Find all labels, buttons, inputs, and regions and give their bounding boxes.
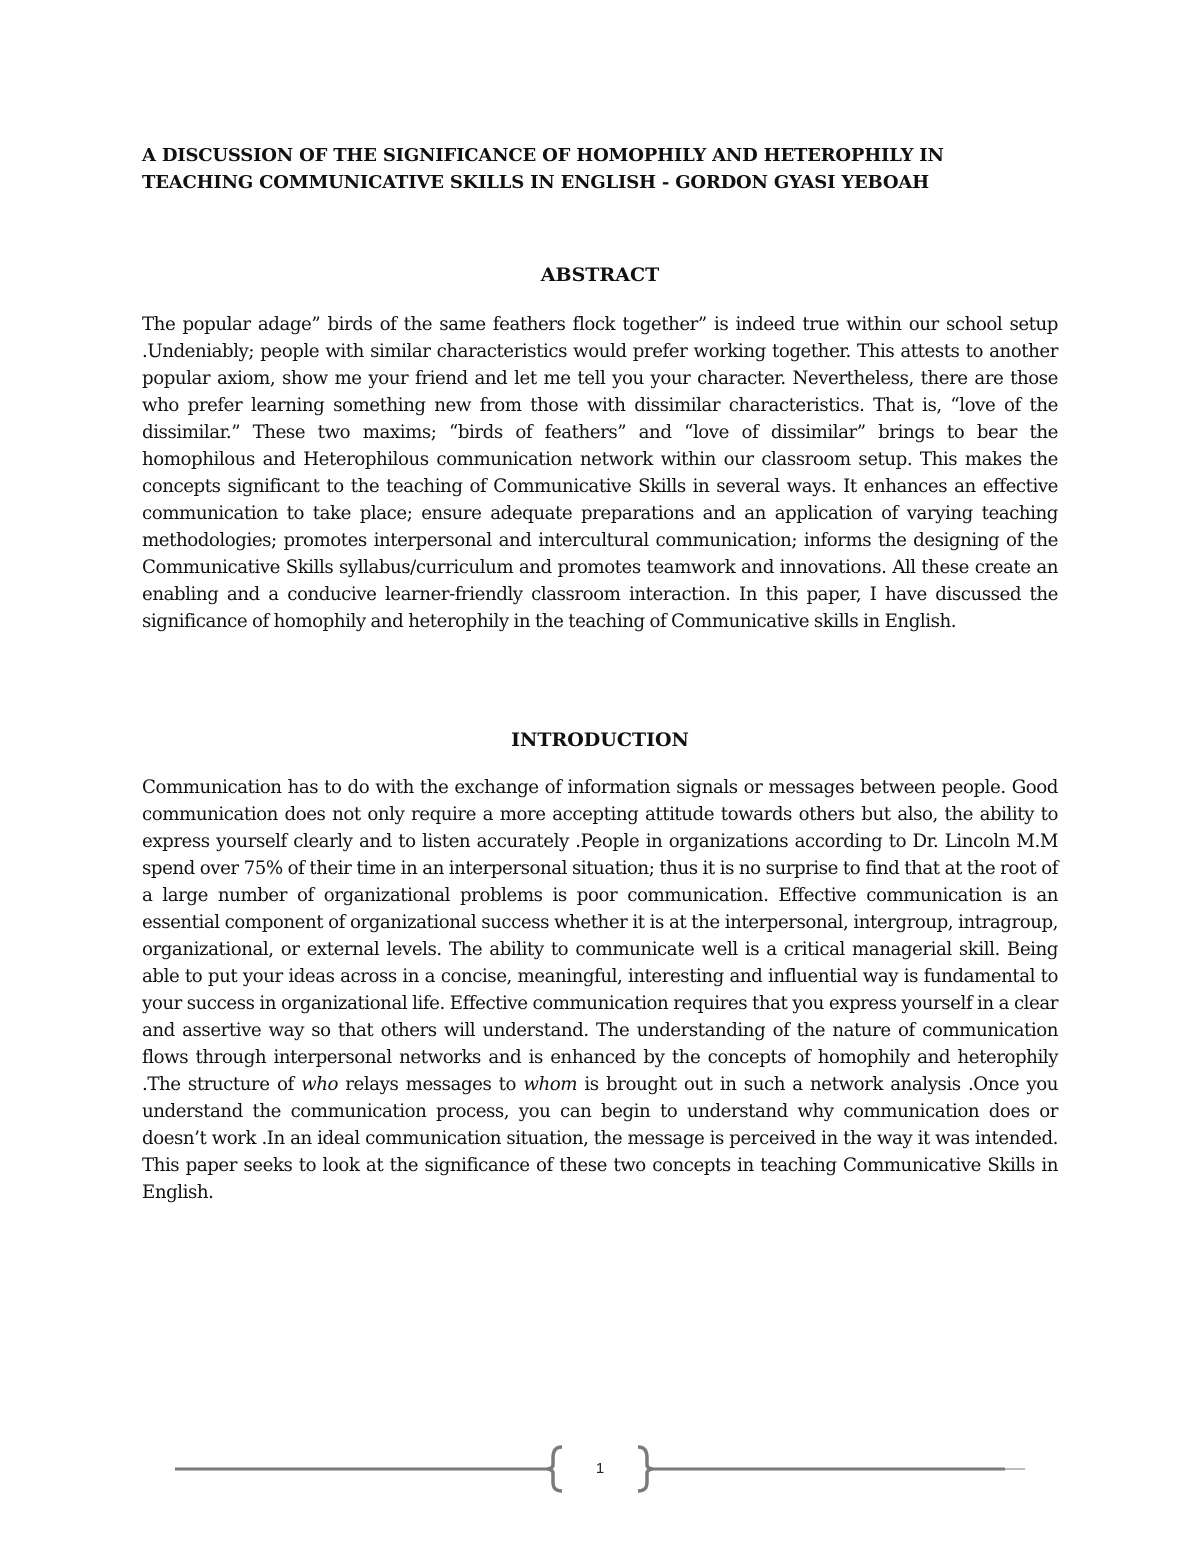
page-number: 1 [595, 1460, 605, 1477]
intro-text-part-2: relays messages to [337, 1074, 524, 1095]
paper-title [142, 142, 1062, 196]
paper-title-line-2: TEACHING COMMUNICATIVE SKILLS IN ENGLISH - GORDON GYASI YEBOAH [142, 172, 929, 193]
intro-text-part-3: is brought out in such a network analysis .Once you understand the communication process, you can begin to understand why communication does or doesn’t work .In an ideal communication situation, the message is perceived in the way it was intended. This paper seeks to look at the significance of these two concepts in teaching Communicative Skills in English. [142, 1074, 1059, 1203]
footer-left-bracket [547, 1447, 562, 1491]
intro-text-part-1: Communication has to do with the exchange of information signals or messages between people. Good communication does not only require a more accepting attitude towards others but also, the ability to express yourself clearly and to listen accurately .People in organizations according to Dr. Lincoln M.M spend over 75% of their time in an interpersonal situation; thus it is no surprise to find that at the root of a large number of organizational problems is poor communication. Effective communication is an essential component of organizational success whether it is at the interpersonal, intergroup, intragroup, organizational, or external levels. The ability to communicate well is a critical managerial skill. Being able to put your ideas across in a concise, meaningful, interesting and influential way is fundamental to your success in organizational life. Effective communication requires that you express yourself in a clear and assertive way so that others will understand. The understanding of the nature of communication flows through interpersonal networks and is enhanced by the concepts of homophily and heterophily .The structure of [142, 777, 1058, 1095]
paper-title-line-1: A DISCUSSION OF THE SIGNIFICANCE OF HOMOPHILY AND HETEROPHILY IN [142, 145, 944, 166]
introduction-paragraph [142, 774, 1058, 1206]
abstract-paragraph: The popular adage” birds of the same feathers flock together” is indeed true within our school setup .Undeniably; people with similar characteristics would prefer working together. This attests to another popular axiom, show me your friend and let me tell you your character. Nevertheless, there are those who prefer learning something new from those with dissimilar characteristics. That is, “love of the dissimilar.” These two maxims; “birds of feathers” and “love of dissimilar” brings to bear the homophilous and Heterophilous communication network within our classroom setup. This makes the concepts significant to the teaching of Communicative Skills in several ways. It enhances an effective communication to take place; ensure adequate preparations and an application of varying teaching methodologies; promotes interpersonal and intercultural communication; informs the designing of the Communicative Skills syllabus/curriculum and promotes teamwork and innovations. All these create an enabling and a conducive learner-friendly classroom interaction. In this paper, I have discussed the significance of homophily and heterophily in the teaching of Communicative skills in English. [142, 314, 1058, 632]
intro-italic-who: who [301, 1074, 338, 1095]
intro-italic-whom: whom [523, 1074, 578, 1095]
abstract-heading: ABSTRACT [540, 264, 660, 286]
introduction-heading: INTRODUCTION [511, 729, 689, 751]
